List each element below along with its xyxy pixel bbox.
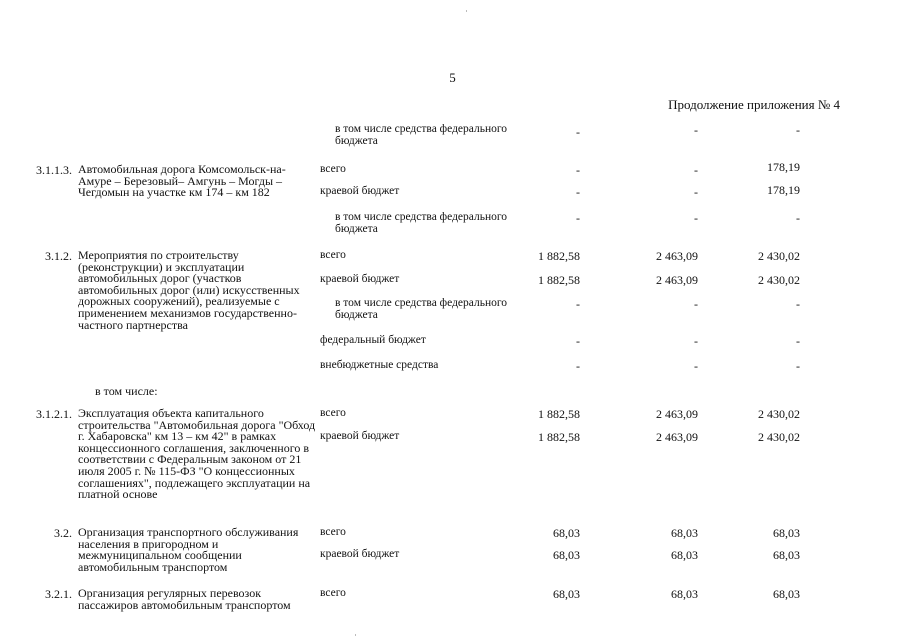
value-year-1: 1 882,58 [538,249,580,263]
value-year-2: - [694,359,698,373]
value-year-3: 2 430,02 [758,249,800,263]
value-year-2: - [694,185,698,199]
funding-line [0,549,905,573]
value-year-2: - [694,211,698,225]
funding-source: краевой бюджет [320,185,400,197]
value-year-3: - [796,123,800,137]
funding-source: в том числе средства федерального бюджета [335,123,508,147]
row-number: 3.2.1. [45,587,72,601]
value-year-1: 68,03 [553,587,580,601]
value-year-3: 68,03 [773,548,800,562]
row-title: Автомобильная дорога Комсомольск-на-Амуре – Березовый– Амгунь – Могды – Чегдомын на участке км 174 – км 182 [78,162,286,200]
scan-artifact [355,634,356,636]
value-year-2: - [694,163,698,177]
funding-line [0,360,905,384]
row-title: Организация регулярных перевозок пассажиров автомобильным транспортом [78,586,291,612]
value-year-1: - [576,334,580,348]
value-year-1: - [576,211,580,225]
row-number: 3.2. [54,526,72,540]
funding-line [0,588,905,612]
value-year-3: - [796,297,800,311]
funding-line [0,408,905,432]
funding-line [0,431,905,455]
value-year-1: 1 882,58 [538,407,580,421]
value-year-1: 68,03 [553,526,580,540]
value-year-1: - [576,185,580,199]
value-year-2: 2 463,09 [656,273,698,287]
value-year-2: 68,03 [671,587,698,601]
value-year-2: - [694,297,698,311]
value-year-2: - [694,123,698,137]
row-title: Организация транспортного обслуживания населения в пригородном и межмуниципальном сообщении автомобильным транспортом [78,525,299,574]
funding-source: краевой бюджет [320,430,400,442]
value-year-2: 2 463,09 [656,430,698,444]
scan-artifact [466,10,467,12]
funding-source: всего [320,407,346,419]
value-year-2: 2 463,09 [656,249,698,263]
row-title: Мероприятия по строительству (реконструкции) и эксплуатации автомобильных дорог (участков автомобильных дорог (или) искусственных дорожных сооружений), реализуемые с применением механизмов государственно-частного партнерства [78,248,300,332]
value-year-2: 68,03 [671,526,698,540]
row-number: 3.1.2.1. [36,407,72,421]
funding-line [0,335,905,359]
funding-line [0,274,905,298]
funding-source: всего [320,163,346,175]
row-title: Эксплуатация объекта капитального строительства "Автомобильная дорога "Обход г. Хабаровска" км 13 – км 42" в рамках концессионного соглашения, заключенного в соответствии с Федеральным законом от 21 июля 2005 г. № 115-ФЗ "О концессионных соглашениях", подлежащего эксплуатации на платной основе [78,406,316,502]
funding-source: всего [320,249,346,261]
value-year-3: 2 430,02 [758,430,800,444]
value-year-2: 68,03 [671,548,698,562]
page-number: 5 [449,70,456,85]
funding-source: краевой бюджет [320,548,400,560]
funding-source: федеральный бюджет [320,334,426,346]
funding-line [0,212,905,236]
value-year-3: 68,03 [773,526,800,540]
funding-source: в том числе средства федерального бюджета [335,211,508,235]
value-year-3: 68,03 [773,587,800,601]
funding-line [0,527,905,551]
value-year-1: - [576,125,580,139]
continuation-heading: Продолжение приложения № 4 [668,97,840,112]
row-number: 3.1.1.3. [36,163,72,177]
value-year-3: - [796,359,800,373]
value-year-1: 68,03 [553,548,580,562]
value-year-1: - [576,359,580,373]
value-year-1: - [576,163,580,177]
section-subheading: в том числе: [95,384,158,398]
value-year-3: 178,19 [767,160,800,174]
funding-source: краевой бюджет [320,273,400,285]
funding-line [0,298,905,322]
funding-source: всего [320,587,346,599]
value-year-3: - [796,334,800,348]
funding-line [0,124,905,148]
funding-line [0,250,905,274]
funding-source: внебюджетные средства [320,359,439,371]
value-year-1: 1 882,58 [538,273,580,287]
value-year-1: - [576,297,580,311]
funding-source: всего [320,526,346,538]
value-year-3: 2 430,02 [758,273,800,287]
funding-source: в том числе средства федерального бюджета [335,297,508,321]
value-year-3: 2 430,02 [758,407,800,421]
value-year-2: - [694,334,698,348]
row-number: 3.1.2. [45,249,72,263]
value-year-2: 2 463,09 [656,407,698,421]
value-year-1: 1 882,58 [538,430,580,444]
value-year-3: - [796,211,800,225]
value-year-3: 178,19 [767,183,800,197]
funding-line [0,183,905,210]
